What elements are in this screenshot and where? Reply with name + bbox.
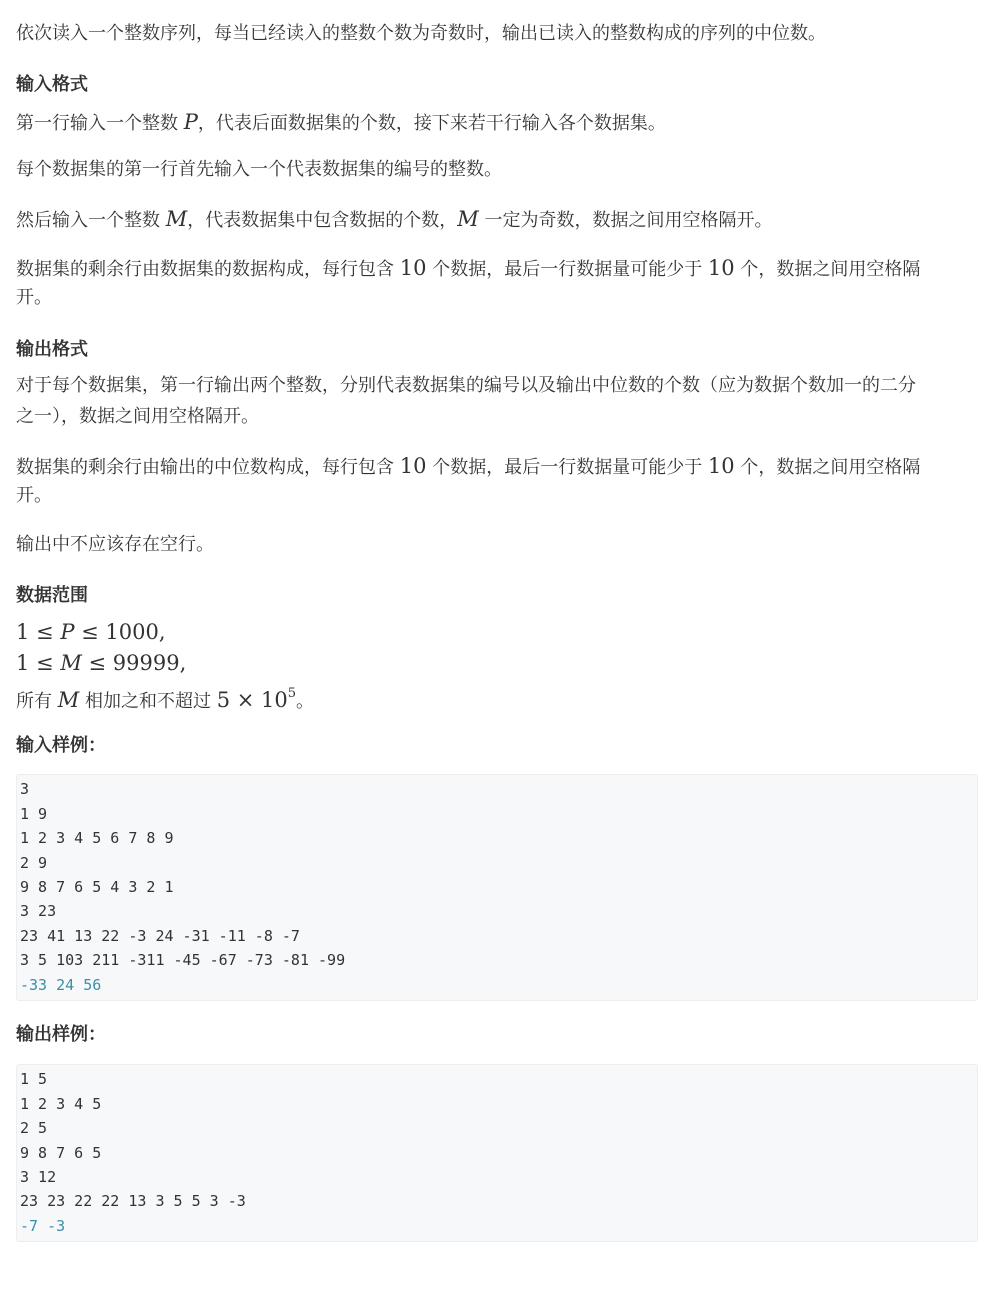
code-line: 23 23 22 22 13 3 5 5 3 -3	[20, 1192, 246, 1210]
input-format-paragraph-4: 数据集的剩余行由数据集的数据构成，每行包含 10 个数据，最后一行数据量可能少于 10 个，数据之间用空格隔	[16, 256, 921, 280]
code-line: 2 9	[20, 854, 48, 872]
code-line: 1 2 3 4 5	[20, 1095, 102, 1113]
input-format-paragraph-2: 每个数据集的第一行首先输入一个代表数据集的编号的整数。	[16, 159, 502, 180]
code-line: 2 5	[20, 1119, 48, 1137]
sample-input-codeblock[interactable]	[16, 774, 978, 1001]
code-line: 3 12	[20, 1168, 57, 1186]
code-line: -7 -3	[20, 1217, 66, 1235]
input-format-paragraph-4-cont: 开。	[16, 287, 52, 308]
code-line: 23 41 13 22 -3 24 -31 -11 -8 -7	[20, 927, 300, 945]
code-line: 1 9	[20, 805, 48, 823]
code-line: 3	[20, 780, 30, 798]
code-line: 3 5 103 211 -311 -45 -67 -73 -81 -99	[20, 951, 346, 969]
output-format-paragraph-1-cont: 之一），数据之间用空格隔开。	[16, 406, 259, 427]
code-line: 1 5	[20, 1070, 48, 1088]
data-range-line-3: 所有 M 相加之和不超过 $5 \times 10^5$。	[16, 686, 315, 712]
output-format-paragraph-2: 数据集的剩余行由输出的中位数构成，每行包含 10 个数据，最后一行数据量可能少于 10 个，数据之间用空格隔	[16, 454, 921, 478]
code-line: 9 8 7 6 5	[20, 1144, 102, 1162]
code-line: -33 24 56	[20, 976, 102, 994]
sample-output-codeblock[interactable]	[16, 1064, 978, 1242]
code-line: 9 8 7 6 5 4 3 2 1	[20, 878, 174, 896]
data-range-line-2: 1 ≤ M ≤ 99999,	[16, 651, 187, 675]
sample-output-heading: 输出样例：	[16, 1024, 106, 1045]
output-format-paragraph-2-cont: 开。	[16, 485, 52, 506]
data-range-line-1: 1 ≤ P ≤ 1000,	[16, 620, 166, 644]
code-line: 1 2 3 4 5 6 7 8 9	[20, 829, 174, 847]
input-format-paragraph-1: 第一行输入一个整数 P，代表后面数据集的个数，接下来若干行输入各个数据集。	[16, 110, 666, 134]
input-format-heading: 输入格式	[16, 74, 88, 95]
code-line: 3 23	[20, 902, 57, 920]
output-format-heading: 输出格式	[16, 339, 88, 360]
output-format-paragraph-3: 输出中不应该存在空行。	[16, 534, 214, 555]
intro-text: 依次读入一个整数序列，每当已经读入的整数个数为奇数时，输出已读入的整数构成的序列的中位数。	[16, 23, 826, 44]
sample-input-heading: 输入样例：	[16, 735, 106, 756]
output-format-paragraph-1: 对于每个数据集，第一行输出两个整数，分别代表数据集的编号以及输出中位数的个数（应为数据个数加一的二分	[16, 375, 916, 396]
data-range-heading: 数据范围	[16, 585, 88, 606]
input-format-paragraph-3: 然后输入一个整数 M，代表数据集中包含数据的个数，M 一定为奇数，数据之间用空格隔开。	[16, 207, 773, 231]
